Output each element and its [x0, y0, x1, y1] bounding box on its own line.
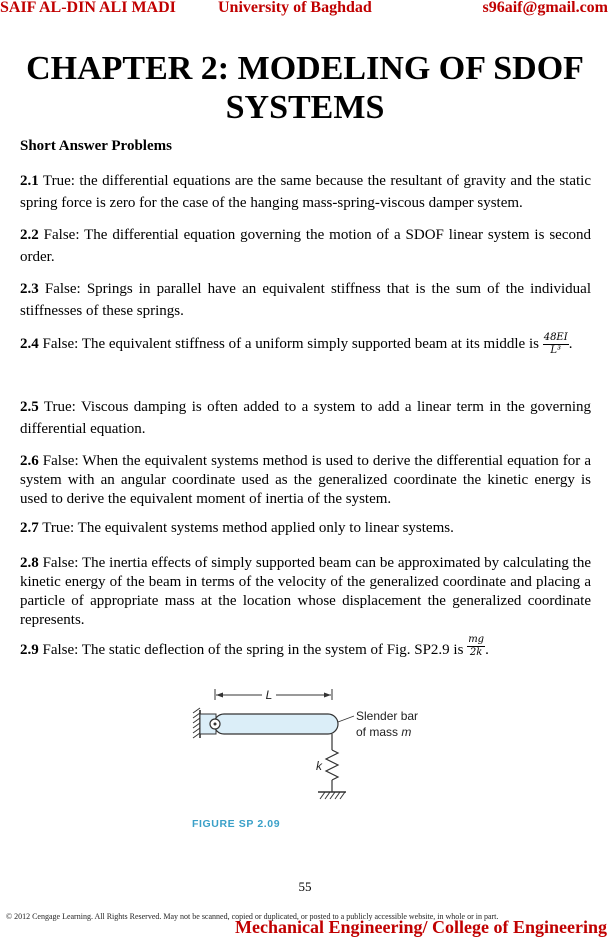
problem-number: 2.6: [20, 453, 39, 469]
bar-label-line1: Slender bar: [356, 709, 419, 723]
chapter-title-line2: SYSTEMS: [225, 89, 385, 126]
fraction-denominator: 2k: [469, 647, 483, 658]
header-email: s96aif@gmail.com: [482, 0, 608, 16]
length-label: L: [265, 688, 273, 702]
problem-text: False: The static deflection of the spring in the system of Fig. SP2.9 is: [38, 641, 468, 658]
problem-2-4: [20, 332, 591, 357]
fraction-numerator: mg: [468, 634, 485, 645]
problem-text: False: The differential equation governing the motion of a SDOF linear system is second order.: [20, 227, 591, 265]
header-university: University of Baghdad: [218, 0, 372, 16]
figure-sp2-9: [188, 686, 428, 834]
problem-number: 2.7: [20, 520, 39, 536]
copyright-notice: © 2012 Cengage Learning. All Rights Reserved. May not be scanned, copied or duplicated, or posted to a publicly accessible website, in whole or in part.: [6, 912, 499, 921]
problem-number: 2.3: [20, 281, 39, 297]
problem-2-3: [20, 278, 591, 322]
page-number: 55: [298, 879, 312, 894]
length-dimension: [215, 688, 332, 702]
chapter-title-line1: CHAPTER 2: MODELING OF SDOF: [26, 50, 584, 87]
problem-2-5: [20, 396, 591, 440]
bar-label-line2: of mass m: [356, 725, 412, 739]
figure-caption: FIGURE SP 2.09: [192, 818, 281, 830]
stiffness-fraction: [543, 332, 569, 357]
problem-text: False: Springs in parallel have an equivalent stiffness that is the sum of the individual stiffnesses of these springs.: [20, 281, 591, 319]
problem-2-7: [20, 517, 591, 539]
problem-text: True: The equivalent systems method applied only to linear systems.: [38, 520, 454, 536]
problem-2-6: [20, 452, 591, 509]
chapter-title: [0, 49, 610, 127]
problem-tail: .: [568, 335, 573, 352]
problem-text: False: The equivalent stiffness of a uniform simply supported beam at its middle is: [38, 335, 543, 352]
problem-number: 2.1: [20, 173, 39, 189]
deflection-fraction: [467, 634, 485, 659]
spring: [316, 734, 338, 792]
problem-text: True: Viscous damping is often added to a system to add a linear term in the governing differential equation.: [20, 399, 591, 437]
problem-text: False: The inertia effects of simply supported beam can be approximated by calculating the kinetic energy of the beam in terms of the velocity of the generalized coordinate and placing a particle of appropriate mass at the location whose displacement the generalized coordinate represents.: [20, 555, 591, 628]
problem-number: 2.4: [20, 335, 39, 352]
problem-2-8: [20, 554, 591, 630]
header-author: SAIF AL-DIN ALI MADI: [0, 0, 176, 16]
problem-text: False: When the equivalent systems method is used to derive the differential equation for a system with an angular coordinate used as the generalized coordinate the kinetic energy is used to derive the equivalent moment of inertia of the system.: [20, 453, 591, 507]
section-heading: Short Answer Problems: [20, 138, 172, 154]
problem-number: 2.5: [20, 399, 39, 415]
slender-bar: [214, 714, 338, 734]
problem-2-1: [20, 170, 591, 214]
problem-text: True: the differential equations are the same because the resultant of gravity and the static spring force is zero for the case of the hanging mass-spring-viscous damper system.: [20, 173, 591, 211]
problem-2-2: [20, 224, 591, 268]
problem-number: 2.8: [20, 555, 39, 571]
footer-department: Mechanical Engineering/ College of Engineering: [235, 917, 607, 937]
problem-number: 2.2: [20, 227, 39, 243]
problem-2-9: [20, 634, 591, 663]
ground: [318, 792, 346, 799]
spring-label: k: [316, 759, 322, 773]
fraction-numerator: 48EI: [543, 332, 568, 343]
problem-number: 2.9: [20, 641, 39, 658]
fraction-denominator: L³: [550, 345, 562, 356]
problem-tail: .: [485, 641, 489, 658]
